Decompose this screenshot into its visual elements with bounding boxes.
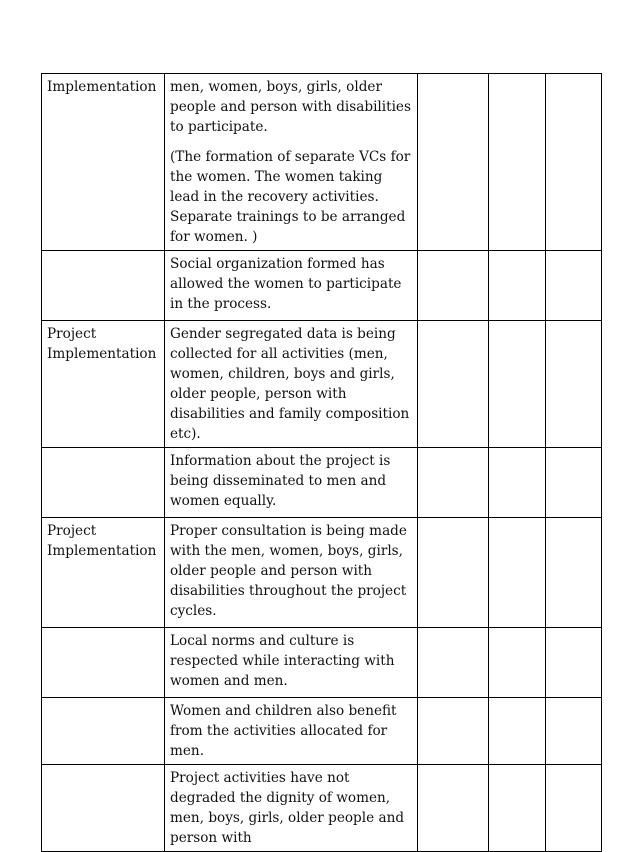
- checkbox-cell[interactable]: [489, 628, 546, 698]
- stage-cell: [42, 251, 165, 321]
- stage-cell: [42, 628, 165, 698]
- criteria-text: Information about the project is being disseminated to men and women equally.: [170, 453, 391, 509]
- checkbox-cell[interactable]: [489, 448, 546, 518]
- checkbox-cell[interactable]: [546, 321, 602, 448]
- checkbox-cell[interactable]: [546, 518, 602, 628]
- table-row: [42, 74, 602, 251]
- checkbox-cell[interactable]: [489, 74, 546, 251]
- table-row: [42, 698, 602, 765]
- checklist-table: [41, 73, 602, 852]
- table-row: [42, 321, 602, 448]
- checkbox-cell[interactable]: [546, 628, 602, 698]
- criteria-text: Women and children also benefit from the activities allocated for men.: [170, 703, 397, 759]
- checkbox-cell[interactable]: [418, 765, 489, 852]
- criteria-cell: [165, 698, 418, 765]
- criteria-cell: [165, 518, 418, 628]
- checkbox-cell[interactable]: [418, 518, 489, 628]
- criteria-text: men, women, boys, girls, older people and person with disabilities to participate.: [170, 79, 411, 135]
- criteria-note: (The formation of separate VCs for the women. The women taking lead in the recovery activities. Separate trainings to be arranged for women. ): [170, 149, 411, 245]
- checkbox-cell[interactable]: [489, 518, 546, 628]
- stage-cell: Implementation: [42, 74, 165, 251]
- criteria-text: Social organization formed has allowed the women to participate in the process.: [170, 256, 402, 312]
- stage-cell: Project Implementation: [42, 518, 165, 628]
- checkbox-cell[interactable]: [418, 74, 489, 251]
- criteria-text: Gender segregated data is being collected for all activities (men, women, children, boys and girls, older people, person with disabilities and family composition etc).: [170, 326, 410, 442]
- checkbox-cell[interactable]: [418, 251, 489, 321]
- criteria-text: Proper consultation is being made with the men, women, boys, girls, older people and person with disabilities throughout the project cycles.: [170, 523, 407, 619]
- stage-cell: [42, 448, 165, 518]
- criteria-cell: [165, 448, 418, 518]
- stage-cell: [42, 698, 165, 765]
- criteria-cell: [165, 628, 418, 698]
- checkbox-cell[interactable]: [546, 765, 602, 852]
- criteria-text: Project activities have not degraded the dignity of women, men, boys, girls, older people and person with: [170, 770, 405, 846]
- stage-cell: [42, 765, 165, 852]
- checkbox-cell[interactable]: [489, 321, 546, 448]
- criteria-cell: [165, 251, 418, 321]
- checkbox-cell[interactable]: [418, 321, 489, 448]
- table-row: [42, 518, 602, 628]
- table-row: [42, 628, 602, 698]
- checkbox-cell[interactable]: [489, 251, 546, 321]
- checkbox-cell[interactable]: [418, 628, 489, 698]
- checkbox-cell[interactable]: [489, 698, 546, 765]
- checkbox-cell[interactable]: [546, 698, 602, 765]
- checkbox-cell[interactable]: [546, 74, 602, 251]
- criteria-text: Local norms and culture is respected while interacting with women and men.: [170, 633, 395, 689]
- criteria-cell: [165, 74, 418, 251]
- table-row: [42, 448, 602, 518]
- stage-cell: Project Implementation: [42, 321, 165, 448]
- checkbox-cell[interactable]: [418, 448, 489, 518]
- criteria-cell: [165, 765, 418, 852]
- table-row: [42, 251, 602, 321]
- checkbox-cell[interactable]: [418, 698, 489, 765]
- table-row: [42, 765, 602, 852]
- checkbox-cell[interactable]: [546, 448, 602, 518]
- checkbox-cell[interactable]: [489, 765, 546, 852]
- criteria-cell: [165, 321, 418, 448]
- checkbox-cell[interactable]: [546, 251, 602, 321]
